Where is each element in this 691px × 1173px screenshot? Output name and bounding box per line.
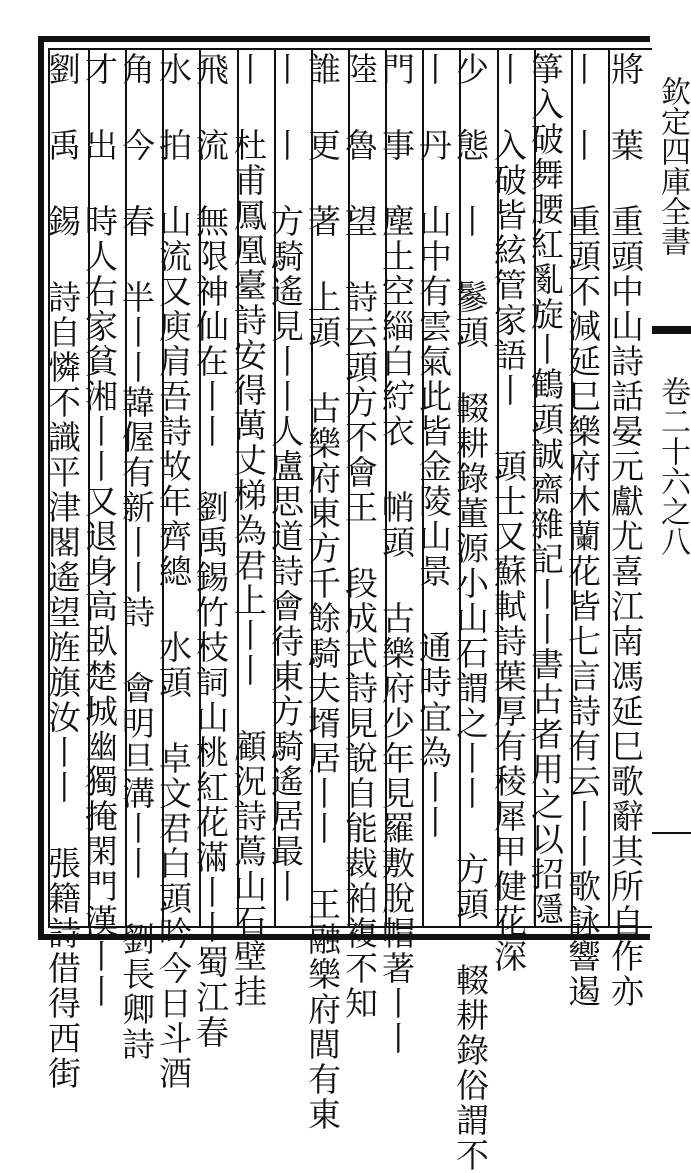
text-column-16: 劉 禹 錫 詩自憐不識平津閣遙望旌旗汝丨丨 張籍詩借得西街: [43, 52, 82, 1091]
text-column-3: 箏入破舞腰紅亂旋丨鶴頭誠齋雜記丨丨書古者用之以招隱: [526, 52, 565, 927]
gutter-juan-label: 卷二十六之八: [655, 376, 690, 556]
text-column-1: 將 葉 重頭中山詩話晏元獻尤喜江南馮延巳歌辭其所自作亦: [606, 52, 645, 1009]
text-column-9: 誰 更 著 上頭 古樂府東方千餘騎夫壻居丨丨 王融樂府閭有東: [303, 52, 342, 1132]
text-column-14: 角 今 春 半丨丨韓偓有新丨丨詩 會明旦溝丨丨 劉長卿詩: [117, 52, 156, 1062]
page-gutter: [652, 36, 691, 946]
text-column-13: 水 拍 山流又庾肩吾詩故年齊總 水頭 卓文君白頭吟今日斗酒: [154, 52, 193, 1091]
text-column-6: 丨 丹 山中有雲氣此皆金陵山景 通時宜為丨丨: [414, 52, 453, 840]
gutter-fish-tail: [652, 326, 691, 334]
text-column-15: 才 出 時人右家貧湘丨丨又退身高臥楚城幽獨掩閑門漢丨丨: [80, 52, 119, 1009]
text-column-2: 丨 丨 重頭不減延巳樂府木蘭花皆七言詩有云丨丨歌詠響遏: [563, 52, 602, 1009]
text-column-4: 丨 入破皆絃管家語丨 頭士又蘇軾詩葉厚有稜犀甲健花深: [489, 52, 528, 974]
text-column-10: 丨 丨 方騎遙見丨丨人盧思道詩會待東方騎遙居最丨: [266, 52, 305, 904]
gutter-rule: [652, 832, 691, 834]
text-column-8: 陸 魯 望 詩云頭方不會王 段成式詩見說自能裁袙複不知: [340, 52, 379, 1021]
gutter-book-title: 欽定四庫全書: [655, 76, 690, 256]
text-column-7: 門 事 塵土空緇白紵衣 帩頭 古樂府少年見羅敷脫帽著丨丨: [377, 52, 416, 1056]
text-column-12: 飛 流 無限神仙在丨丨 劉禹錫竹枝詞山桃紅花滿丨丨蜀江春: [191, 52, 230, 1050]
text-column-5: 少 態 丨 鬖頭 輟耕錄董源小山石謂之丨丨 方頭 輟耕錄俗謂不: [451, 52, 490, 1173]
text-column-11: 丨 杜甫鳳凰臺詩安得萬丈梯為君上丨丨 顧況詩蔦山石壁挂: [229, 52, 268, 1009]
